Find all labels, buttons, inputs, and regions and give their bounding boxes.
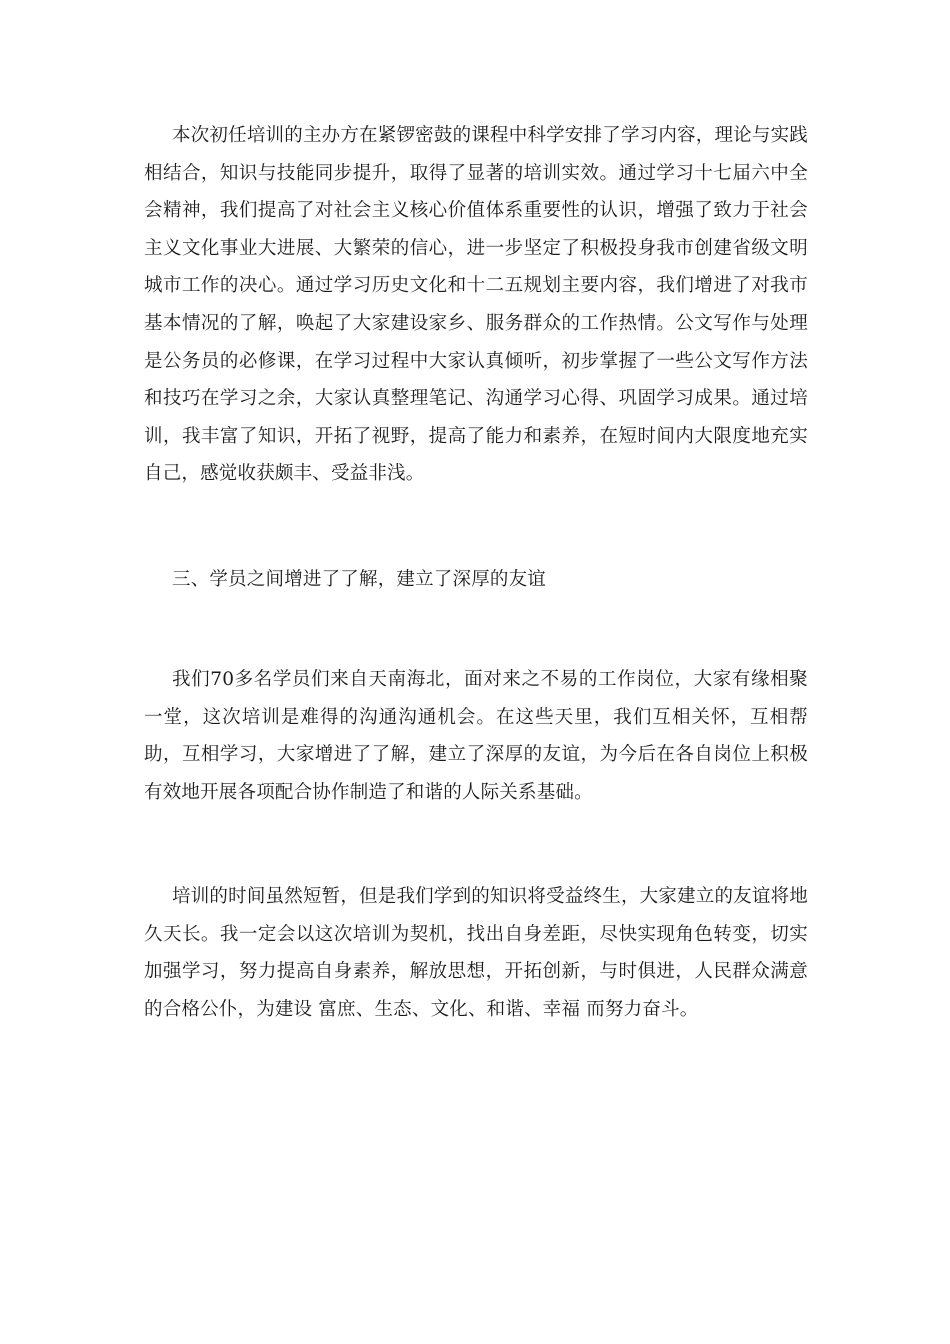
body-paragraph-1: 本次初任培训的主办方在紧锣密鼓的课程中科学安排了学习内容，理论与实践相结合，知识与技能同步提升，取得了显著的培训实效。通过学习十七届六中全会精神，我们提高了对社会主义核心价值体系重要性的认识，增强了致力于社会主义文化事业大进展、大繁荣的信心，进一步坚定了积极投身我市创建省级文明城市工作的决心。通过学习历史文化和十二五规划主要内容，我们增进了对我市基本情况的了解，唤起了大家建设家乡、服务群众的工作热情。公文写作与处理是公务员的必修课，在学习过程中大家认真倾听，初步掌握了一些公文写作方法和技巧在学习之余，大家认真整理笔记、沟通学习心得、巩固学习成果。通过培训，我丰富了知识，开拓了视野，提高了能力和素养，在短时间内大限度地充实自己，感觉收获颇丰、受益非浅。 bbox=[144, 125, 808, 485]
section-heading: 三、学员之间增进了了解，建立了深厚的友谊 bbox=[172, 569, 547, 590]
body-paragraph-2: 我们70多名学员们来自天南海北，面对来之不易的工作岗位，大家有缘相聚一堂，这次培训是难得的沟通沟通机会。在这些天里，我们互相关怀，互相帮助，互相学习，大家增进了了解，建立了深厚的友谊，为今后在各自岗位上积极有效地开展各项配合协作制造了和谐的人际关系基础。 bbox=[144, 669, 808, 803]
body-paragraph-3: 培训的时间虽然短暂，但是我们学到的知识将受益终生，大家建立的友谊将地久天长。我一定会以这次培训为契机，找出自身差距，尽快实现角色转变，切实加强学习，努力提高自身素养，解放思想，开拓创新，与时俱进，人民群众满意的合格公仆，为建设 富庶、生态、文化、和谐、幸福 而努力奋斗。 bbox=[144, 886, 808, 1020]
